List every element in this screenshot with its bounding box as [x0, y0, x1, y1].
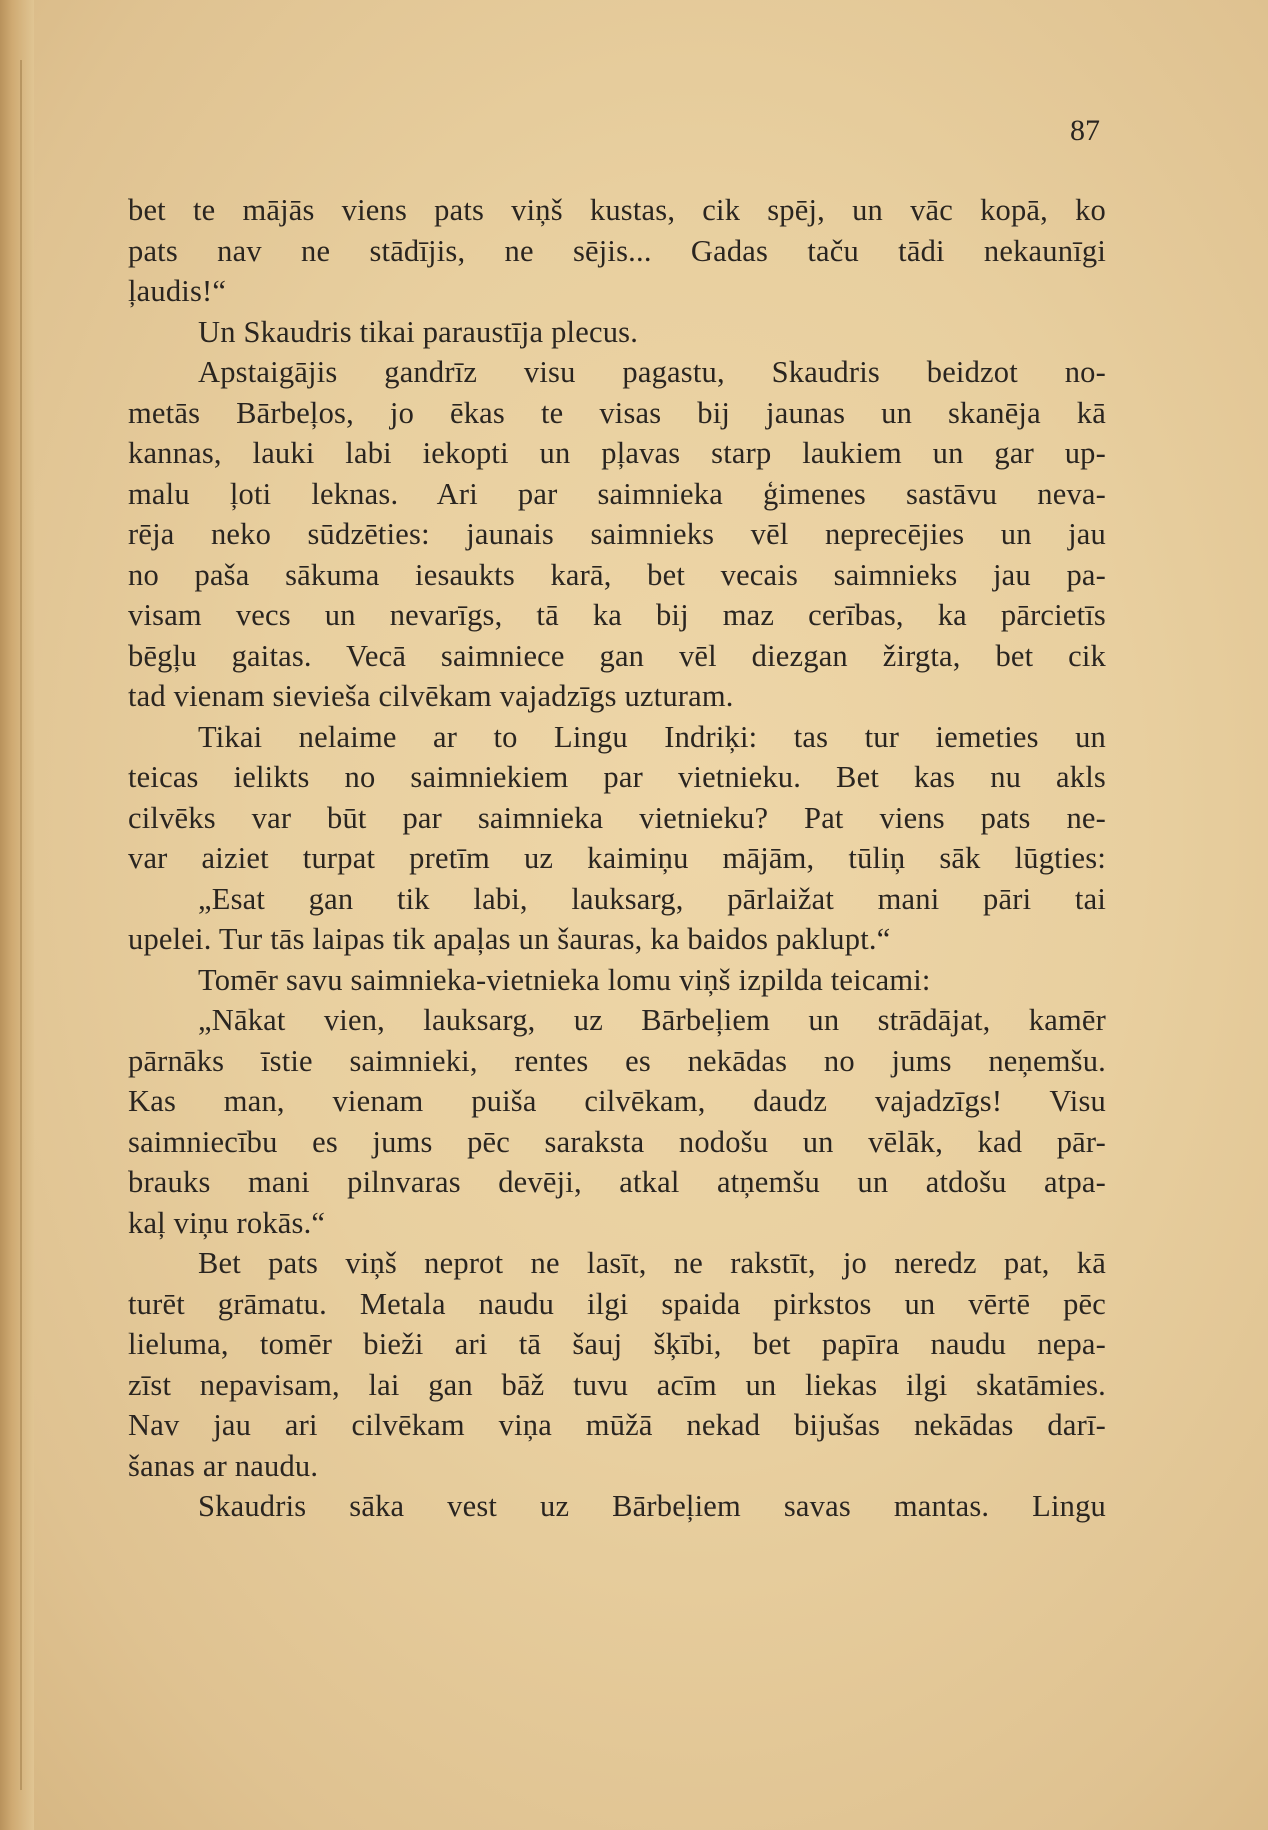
text-line: kannas, lauki labi iekopti un pļavas starp laukiem un gar up-	[128, 436, 1106, 470]
text-line: rēja neko sūdzēties: jaunais saimnieks vēl neprecējies un jau	[128, 517, 1106, 551]
text-line: Tomēr savu saimnieka-vietnieka lomu viņš izpilda teicami:	[198, 962, 931, 997]
text-line: Apstaigājis gandrīz visu pagastu, Skaudris beidzot no-	[198, 355, 1106, 389]
text-line: cilvēks var būt par saimnieka vietnieku? Pat viens pats ne-	[128, 800, 1106, 835]
text-line: Bet pats viņš neprot ne lasīt, ne rakstīt, jo neredz pat, kā	[198, 1246, 1106, 1280]
page-number: 87	[1070, 114, 1100, 147]
text-line: metās Bārbeļos, jo ēkas te visas bij jaunas un skanēja kā	[128, 395, 1106, 430]
page-binding-edge	[0, 0, 34, 1830]
text-line: visam vecs un nevarīgs, tā ka bij maz cerības, ka pārcietīs	[128, 598, 1106, 632]
text-line: pats nav ne stādījis, ne sējis... Gadas taču tādi nekaunīgi	[128, 233, 1106, 268]
text-line: Un Skaudris tikai paraustīja plecus.	[198, 314, 639, 349]
text-line: bet te mājās viens pats viņš kustas, cik spēj, un vāc kopā, ko	[128, 193, 1106, 227]
text-line: malu ļoti leknas. Ari par saimnieka ģimenes sastāvu neva-	[128, 476, 1106, 511]
text-line: šanas ar naudu.	[128, 1448, 319, 1483]
text-line: Tikai nelaime ar to Lingu Indriķi: tas tur iemeties un	[198, 719, 1106, 754]
text-line: bēgļu gaitas. Vecā saimniece gan vēl diezgan žirgta, bet cik	[128, 638, 1106, 673]
text-line: var aiziet turpat pretīm uz kaimiņu mājām, tūliņ sāk lūgties:	[128, 841, 1106, 875]
text-line: Nav jau ari cilvēkam viņa mūžā nekad bijušas nekādas darī-	[128, 1408, 1106, 1442]
text-line: turēt grāmatu. Metala naudu ilgi spaida pirkstos un vērtē pēc	[128, 1286, 1106, 1321]
text-line: brauks mani pilnvaras devēji, atkal atņemšu un atdošu atpa-	[128, 1165, 1106, 1199]
text-line: tad vienam sievieša cilvēkam vajadzīgs uzturam.	[128, 679, 734, 713]
text-line: teicas ielikts no saimniekiem par vietnieku. Bet kas nu akls	[128, 760, 1106, 794]
text-line: pārnāks īstie saimnieki, rentes es nekādas no jums neņemšu.	[128, 1043, 1106, 1078]
text-line: lieluma, tomēr bieži ari tā šauj šķībi, bet papīra naudu nepa-	[128, 1327, 1106, 1361]
text-line: no paša sākuma iesaukts karā, bet vecais saimnieks jau pa-	[128, 557, 1106, 592]
text-line: ļaudis!“	[128, 274, 227, 308]
body-text	[128, 190, 1106, 1527]
binding-fold-line	[20, 60, 22, 1790]
text-line: Kas man, vienam puiša cilvēkam, daudz vajadzīgs! Visu	[128, 1084, 1106, 1118]
text-line: „Nākat vien, lauksarg, uz Bārbeļiem un strādājat, kamēr	[198, 1003, 1106, 1037]
text-line: „Esat gan tik labi, lauksarg, pārlaižat mani pāri tai	[198, 881, 1106, 916]
text-line: saimniecību es jums pēc saraksta nodošu un vēlāk, kad pār-	[128, 1124, 1106, 1159]
text-line: kaļ viņu rokās.“	[128, 1205, 326, 1240]
text-line: Skaudris sāka vest uz Bārbeļiem savas mantas. Lingu	[198, 1489, 1106, 1523]
text-line: zīst nepavisam, lai gan bāž tuvu acīm un liekas ilgi skatāmies.	[128, 1367, 1106, 1402]
text-line: upelei. Tur tās laipas tik apaļas un šauras, ka baidos paklupt.“	[128, 922, 891, 956]
